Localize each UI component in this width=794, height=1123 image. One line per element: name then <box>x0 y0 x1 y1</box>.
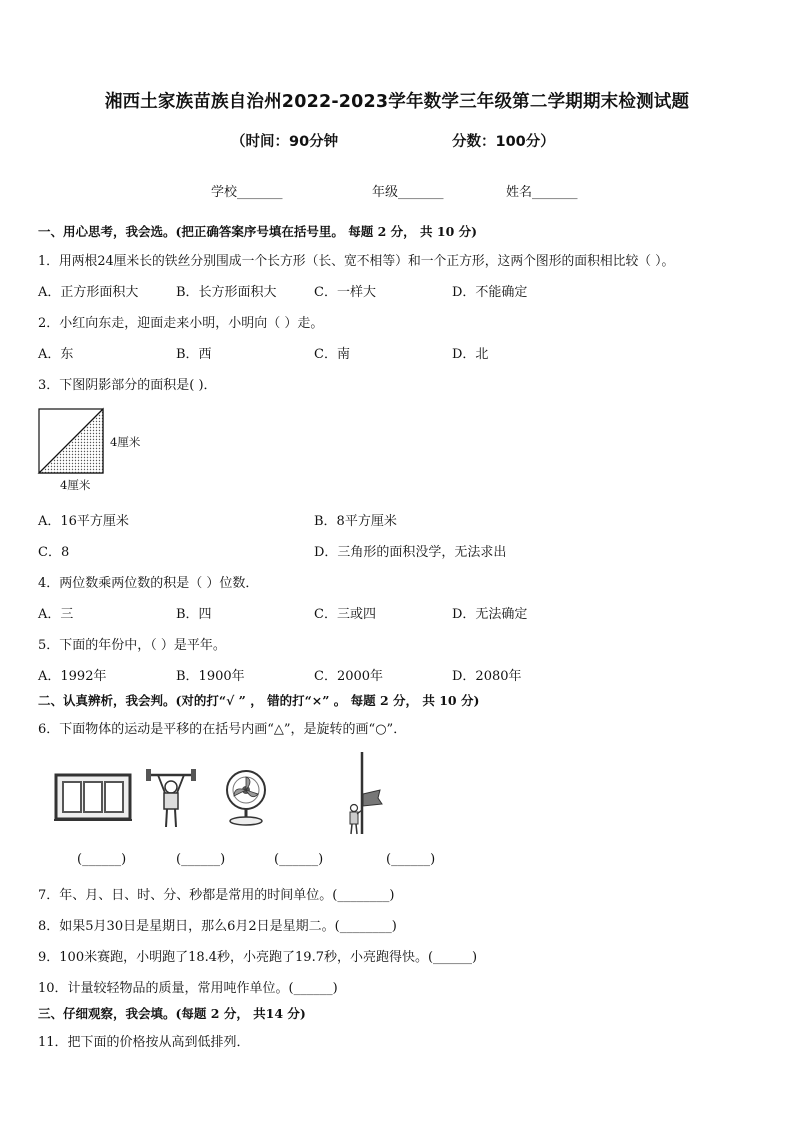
q2-option-c[interactable]: C．南 <box>314 347 350 362</box>
q3-option-a[interactable]: A．16平方厘米 <box>38 514 129 529</box>
section-3-heading: 三、仔细观察，我会填。(每题 2 分， 共14 分) <box>38 1006 306 1021</box>
exam-time: （时间：90分钟 <box>231 134 339 150</box>
window-icon <box>54 773 134 823</box>
q5-option-b[interactable]: B．1900年 <box>176 669 245 684</box>
question-6: 6．下面物体的运动是平移的在括号内画“△”，是旋转的画“○”． <box>38 722 407 737</box>
q1-option-d[interactable]: D．不能确定 <box>452 285 528 300</box>
q4-option-a[interactable]: A．三 <box>38 607 74 622</box>
weightlifter-icon <box>146 765 196 831</box>
q3-square-figure <box>38 408 148 498</box>
question-10: 10．计量较轻物品的质量，常用吨作单位。(______) <box>38 981 338 996</box>
q3-option-d[interactable]: D．三角形的面积没学，无法求出 <box>314 545 507 560</box>
q1-option-a[interactable]: A．正方形面积大 <box>38 285 139 300</box>
question-7: 7．年、月、日、时、分、秒都是常用的时间单位。(________) <box>38 888 395 903</box>
q4-option-d[interactable]: D．无法确定 <box>452 607 528 622</box>
flag-raising-icon <box>342 750 386 836</box>
question-4: 4．两位数乘两位数的积是（ ）位数． <box>38 576 259 591</box>
name-field[interactable]: 姓名_______ <box>506 185 578 200</box>
question-11: 11．把下面的价格按从高到低排列． <box>38 1035 250 1050</box>
q6-blank-3[interactable]: (______) <box>274 852 324 867</box>
page-title: 湘西土家族苗族自治州2022-2023学年数学三年级第二学期期末检测试题 <box>104 92 690 112</box>
q3-side-label: 4厘米 <box>110 435 141 449</box>
fan-icon <box>224 768 270 828</box>
q6-blank-4[interactable]: (______) <box>386 852 436 867</box>
grade-field[interactable]: 年级_______ <box>372 185 444 200</box>
q4-option-c[interactable]: C．三或四 <box>314 607 376 622</box>
q4-option-b[interactable]: B．四 <box>176 607 212 622</box>
q2-option-d[interactable]: D．北 <box>452 347 489 362</box>
q3-option-c[interactable]: C．8 <box>38 545 70 560</box>
q5-option-a[interactable]: A．1992年 <box>38 669 107 684</box>
question-8: 8．如果5月30日是星期日，那么6月2日是星期二。(________) <box>38 919 397 934</box>
school-field[interactable]: 学校_______ <box>211 185 283 200</box>
q5-option-d[interactable]: D．2080年 <box>452 669 522 684</box>
question-2: 2．小红向东走，迎面走来小明，小明向（ ）走。 <box>38 316 324 331</box>
exam-score: 分数：100分） <box>452 134 555 150</box>
q2-option-a[interactable]: A．东 <box>38 347 74 362</box>
q3-bottom-label: 4厘米 <box>60 478 91 492</box>
q1-option-c[interactable]: C．一样大 <box>314 285 376 300</box>
question-3: 3．下图阴影部分的面积是( )． <box>38 378 217 393</box>
section-2-heading: 二、认真辨析，我会判。(对的打“√ ” ， 错的打“×” 。 每题 2 分， 共 10 分) <box>38 693 480 708</box>
question-1: 1．用两根24厘米长的铁丝分别围成一个长方形（长、宽不相等）和一个正方形，这两个图形的面积相比较（ ）。 <box>38 254 675 269</box>
q2-option-b[interactable]: B．西 <box>176 347 212 362</box>
section-1-heading: 一、用心思考，我会选。(把正确答案序号填在括号里。 每题 2 分， 共 10 分) <box>38 224 478 239</box>
question-5: 5．下面的年份中，（ ）是平年。 <box>38 638 226 653</box>
q5-option-c[interactable]: C．2000年 <box>314 669 384 684</box>
q6-blank-1[interactable]: (______) <box>77 852 127 867</box>
q6-blank-2[interactable]: (______) <box>176 852 226 867</box>
q3-option-b[interactable]: B．8平方厘米 <box>314 514 397 529</box>
question-9: 9．100米赛跑，小明跑了18.4秒，小亮跑了19.7秒，小亮跑得快。(______) <box>38 950 478 965</box>
q1-option-b[interactable]: B．长方形面积大 <box>176 285 277 300</box>
